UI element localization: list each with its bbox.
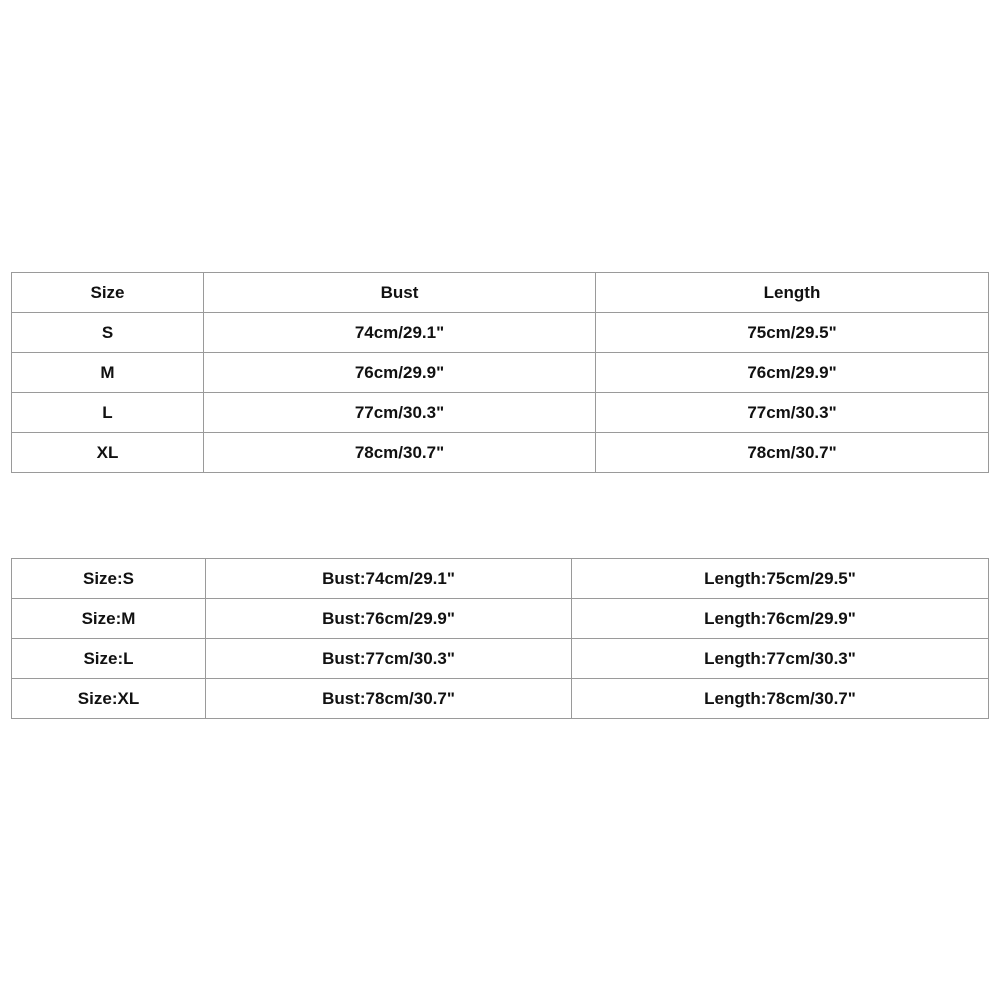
length-cell: Length:78cm/30.7" — [572, 679, 989, 719]
size-cell: M — [12, 353, 204, 393]
header-bust: Bust — [204, 273, 596, 313]
table-header-row — [12, 273, 989, 313]
size-cell: Size:M — [12, 599, 206, 639]
size-cell: Size:XL — [12, 679, 206, 719]
bust-cell: Bust:78cm/30.7" — [206, 679, 572, 719]
size-detail-table — [11, 558, 989, 719]
table-row — [12, 313, 989, 353]
length-cell: Length:75cm/29.5" — [572, 559, 989, 599]
table-row — [12, 599, 989, 639]
header-length: Length — [596, 273, 989, 313]
length-cell: 77cm/30.3" — [596, 393, 989, 433]
table-row — [12, 353, 989, 393]
length-cell: 76cm/29.9" — [596, 353, 989, 393]
bust-cell: Bust:77cm/30.3" — [206, 639, 572, 679]
size-cell: Size:S — [12, 559, 206, 599]
table-row — [12, 433, 989, 473]
bust-cell: Bust:76cm/29.9" — [206, 599, 572, 639]
bust-cell: 74cm/29.1" — [204, 313, 596, 353]
size-cell: L — [12, 393, 204, 433]
size-cell: Size:L — [12, 639, 206, 679]
table-row — [12, 679, 989, 719]
length-cell: 78cm/30.7" — [596, 433, 989, 473]
bust-cell: 78cm/30.7" — [204, 433, 596, 473]
header-size: Size — [12, 273, 204, 313]
length-cell: Length:76cm/29.9" — [572, 599, 989, 639]
table-row — [12, 393, 989, 433]
length-cell: Length:77cm/30.3" — [572, 639, 989, 679]
bust-cell: 77cm/30.3" — [204, 393, 596, 433]
size-chart-table — [11, 272, 989, 473]
table-row — [12, 639, 989, 679]
size-cell: XL — [12, 433, 204, 473]
bust-cell: 76cm/29.9" — [204, 353, 596, 393]
length-cell: 75cm/29.5" — [596, 313, 989, 353]
table-row — [12, 559, 989, 599]
bust-cell: Bust:74cm/29.1" — [206, 559, 572, 599]
size-cell: S — [12, 313, 204, 353]
